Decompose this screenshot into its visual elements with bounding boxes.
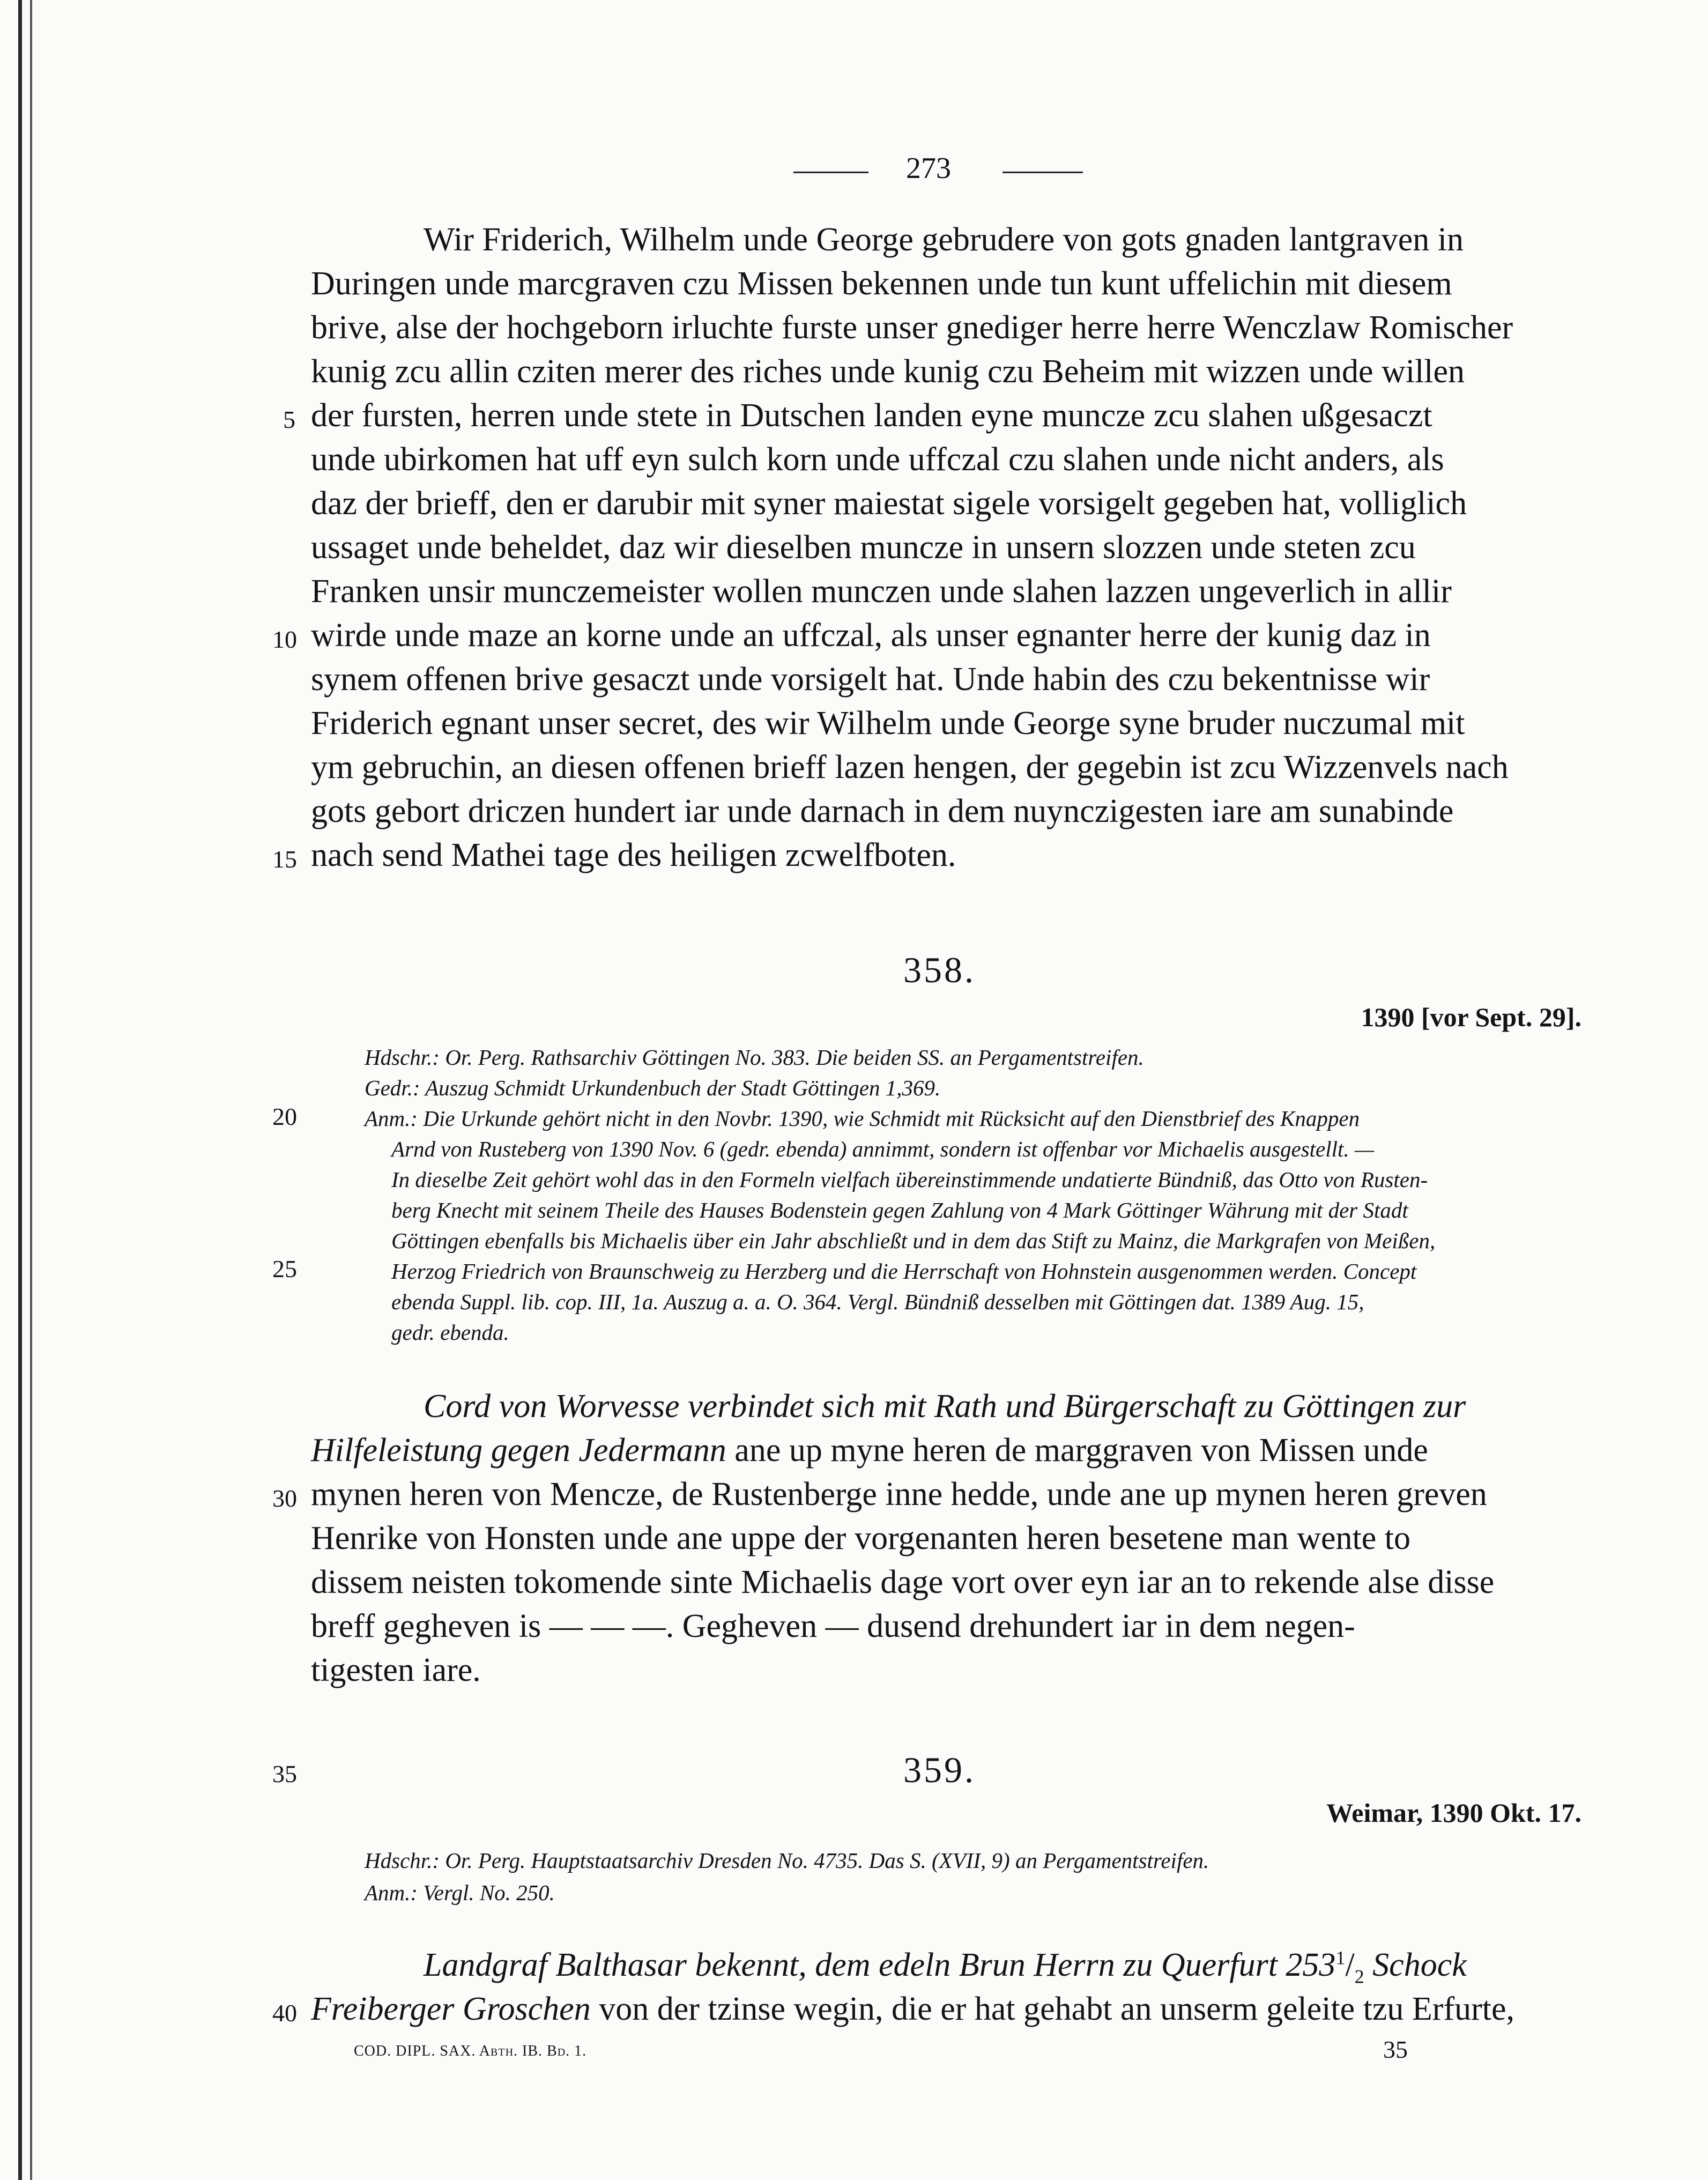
apparatus-line: berg Knecht mit seinem Theile des Hauses Bodenstein gegen Zahlung von 4 Mark Göttinger Währung mit der Stadt bbox=[391, 1198, 1408, 1222]
line-number: 30 bbox=[272, 1485, 297, 1512]
apparatus-line: In dieselbe Zeit gehört wohl das in den Formeln vielfach übereinstimmende undatierte Bündniß, das Otto von Rusten- bbox=[391, 1167, 1428, 1192]
fraction-numerator: 1 bbox=[1335, 1947, 1346, 1969]
line-number: 10 bbox=[272, 626, 297, 653]
text-line: ussaget unde beheldet, daz wir dieselben muncze in unsern slozzen unde steten zcu bbox=[311, 529, 1416, 566]
header-rule-right bbox=[1002, 172, 1083, 173]
document-number-359: 359. bbox=[903, 1749, 976, 1790]
text-line bbox=[424, 1946, 1467, 1988]
text-line: ym gebruchin, an diesen offenen brieff lazen hengen, der gegebin ist zcu Wizzenvels nach bbox=[311, 749, 1509, 785]
apparatus-line: Arnd von Rusteberg von 1390 Nov. 6 (gedr. ebenda) annimmt, sondern ist offenbar vor Michaelis ausgestellt. — bbox=[391, 1137, 1375, 1161]
text-line: breff gegheven is — — —. Gegheven — dusend drehundert iar in dem negen- bbox=[311, 1608, 1355, 1644]
text-line: Duringen unde marcgraven czu Missen bekennen unde tun kunt uffelichin mit diesem bbox=[311, 265, 1452, 302]
apparatus-line: gedr. ebenda. bbox=[391, 1320, 509, 1345]
text-line: Friderich egnant unser secret, des wir Wilhelm unde George syne bruder nuczumal mit bbox=[311, 705, 1465, 742]
regest-text: Landgraf Balthasar bekennt, dem edeln Brun Herrn zu Querfurt 253 bbox=[424, 1947, 1336, 1983]
text-line: unde ubirkomen hat uff eyn sulch korn unde uffczal czu slahen unde nicht anders, als bbox=[311, 441, 1444, 478]
source-text: von der tzinse wegin, die er hat gehabt an unserm geleite tzu Erfurte, bbox=[590, 1991, 1514, 2027]
text-line: dissem neisten tokomende sinte Michaelis dage vort over eyn iar an to rekende alse disse bbox=[311, 1564, 1495, 1600]
fraction-denominator: 2 bbox=[1354, 1966, 1364, 1988]
text-line: synem offenen brive gesaczt unde vorsigelt hat. Unde habin des czu bekentnisse wir bbox=[311, 661, 1430, 698]
scan-edge-line bbox=[18, 0, 22, 2180]
text-line: kunig zcu allin cziten merer des riches unde kunig czu Beheim mit wizzen unde willen bbox=[311, 353, 1465, 390]
apparatus-line: Anm.: Vergl. No. 250. bbox=[365, 1880, 555, 1905]
page-number: 273 bbox=[906, 152, 951, 185]
text-line: brive, alse der hochgeborn irluchte furste unser gnediger herre herre Wenczlaw Romischer bbox=[311, 309, 1513, 346]
line-number: 40 bbox=[272, 1999, 297, 2027]
text-line: der fursten, herren unde stete in Dutschen landen eyne muncze zcu slahen ußgesaczt bbox=[311, 397, 1432, 434]
header-rule-left bbox=[793, 172, 868, 173]
text-line: tigesten iare. bbox=[311, 1652, 481, 1688]
source-text: ane up myne heren de marggraven von Missen unde bbox=[726, 1432, 1428, 1469]
footer-signature: COD. DIPL. SAX. Abth. IB. Bd. 1. bbox=[354, 2043, 587, 2059]
regest-text: Schock bbox=[1364, 1947, 1467, 1983]
text-line: Henrike von Honsten unde ane uppe der vorgenanten heren besetene man wente to bbox=[311, 1520, 1410, 1556]
scan-edge-line bbox=[30, 0, 32, 2180]
regest-text: Cord von Worvesse verbindet sich mit Rath und Bürgerschaft zu Göttingen zur bbox=[424, 1388, 1466, 1425]
document-number-358: 358. bbox=[903, 950, 976, 990]
apparatus-line: Anm.: Die Urkunde gehört nicht in den Novbr. 1390, wie Schmidt mit Rücksicht auf den Dienstbrief des Knappen bbox=[365, 1106, 1360, 1131]
text-line bbox=[311, 1432, 1428, 1470]
line-number: 15 bbox=[272, 846, 297, 873]
apparatus-line: Göttingen ebenfalls bis Michaelis über ein Jahr abschließt und in dem das Stift zu Mainz, die Markgrafen von Meißen, bbox=[391, 1228, 1436, 1253]
text-line: gots gebort driczen hundert iar unde darnach in dem nuynczigesten iare am sunabinde bbox=[311, 793, 1454, 829]
line-number: 5 bbox=[283, 406, 295, 433]
regest-text: Hilfeleistung gegen Jedermann bbox=[311, 1432, 726, 1469]
text-line: Wir Friderich, Wilhelm unde George gebrudere von gots gnaden lantgraven in bbox=[424, 221, 1464, 258]
apparatus-line: Herzog Friedrich von Braunschweig zu Herzberg und die Herrschaft von Hohnstein ausgenommen werden. Concept bbox=[391, 1259, 1417, 1284]
apparatus-line: Hdschr.: Or. Perg. Hauptstaatsarchiv Dresden No. 4735. Das S. (XVII, 9) an Pergamentstreifen. bbox=[365, 1848, 1209, 1873]
text-line: Franken unsir munczemeister wollen munczen unde slahen lazzen ungeverlich in allir bbox=[311, 573, 1452, 610]
document-date-358: 1390 [vor Sept. 29]. bbox=[1361, 1002, 1581, 1032]
document-date-359: Weimar, 1390 Okt. 17. bbox=[1326, 1798, 1581, 1828]
text-line bbox=[311, 1990, 1514, 2028]
apparatus-line: Gedr.: Auszug Schmidt Urkundenbuch der Stadt Göttingen 1,369. bbox=[365, 1076, 941, 1100]
text-line: daz der brieff, den er darubir mit syner maiestat sigele vorsigelt gegeben hat, volliglich bbox=[311, 485, 1467, 522]
regest-text: Freiberger Groschen bbox=[311, 1991, 591, 2027]
line-number: 25 bbox=[272, 1255, 297, 1282]
text-line: nach send Mathei tage des heiligen zcwelfboten. bbox=[311, 837, 956, 873]
line-number: 35 bbox=[272, 1760, 297, 1788]
footer-sheet-number: 35 bbox=[1383, 2036, 1408, 2063]
line-number: 20 bbox=[272, 1103, 297, 1130]
text-line: wirde unde maze an korne unde an uffczal, als unser egnanter herre der kunig daz in bbox=[311, 617, 1431, 654]
text-line: mynen heren von Mencze, de Rustenberge inne hedde, unde ane up mynen heren greven bbox=[311, 1476, 1487, 1512]
apparatus-line: Hdschr.: Or. Perg. Rathsarchiv Göttingen No. 383. Die beiden SS. an Pergamentstreifen. bbox=[365, 1045, 1144, 1070]
text-line bbox=[424, 1388, 1466, 1426]
apparatus-line: ebenda Suppl. lib. cop. III, 1a. Auszug a. a. O. 364. Vergl. Bündniß desselben mit Göttingen dat. 1389 Aug. 15, bbox=[391, 1289, 1364, 1314]
fraction-slash: / bbox=[1345, 1947, 1355, 1983]
